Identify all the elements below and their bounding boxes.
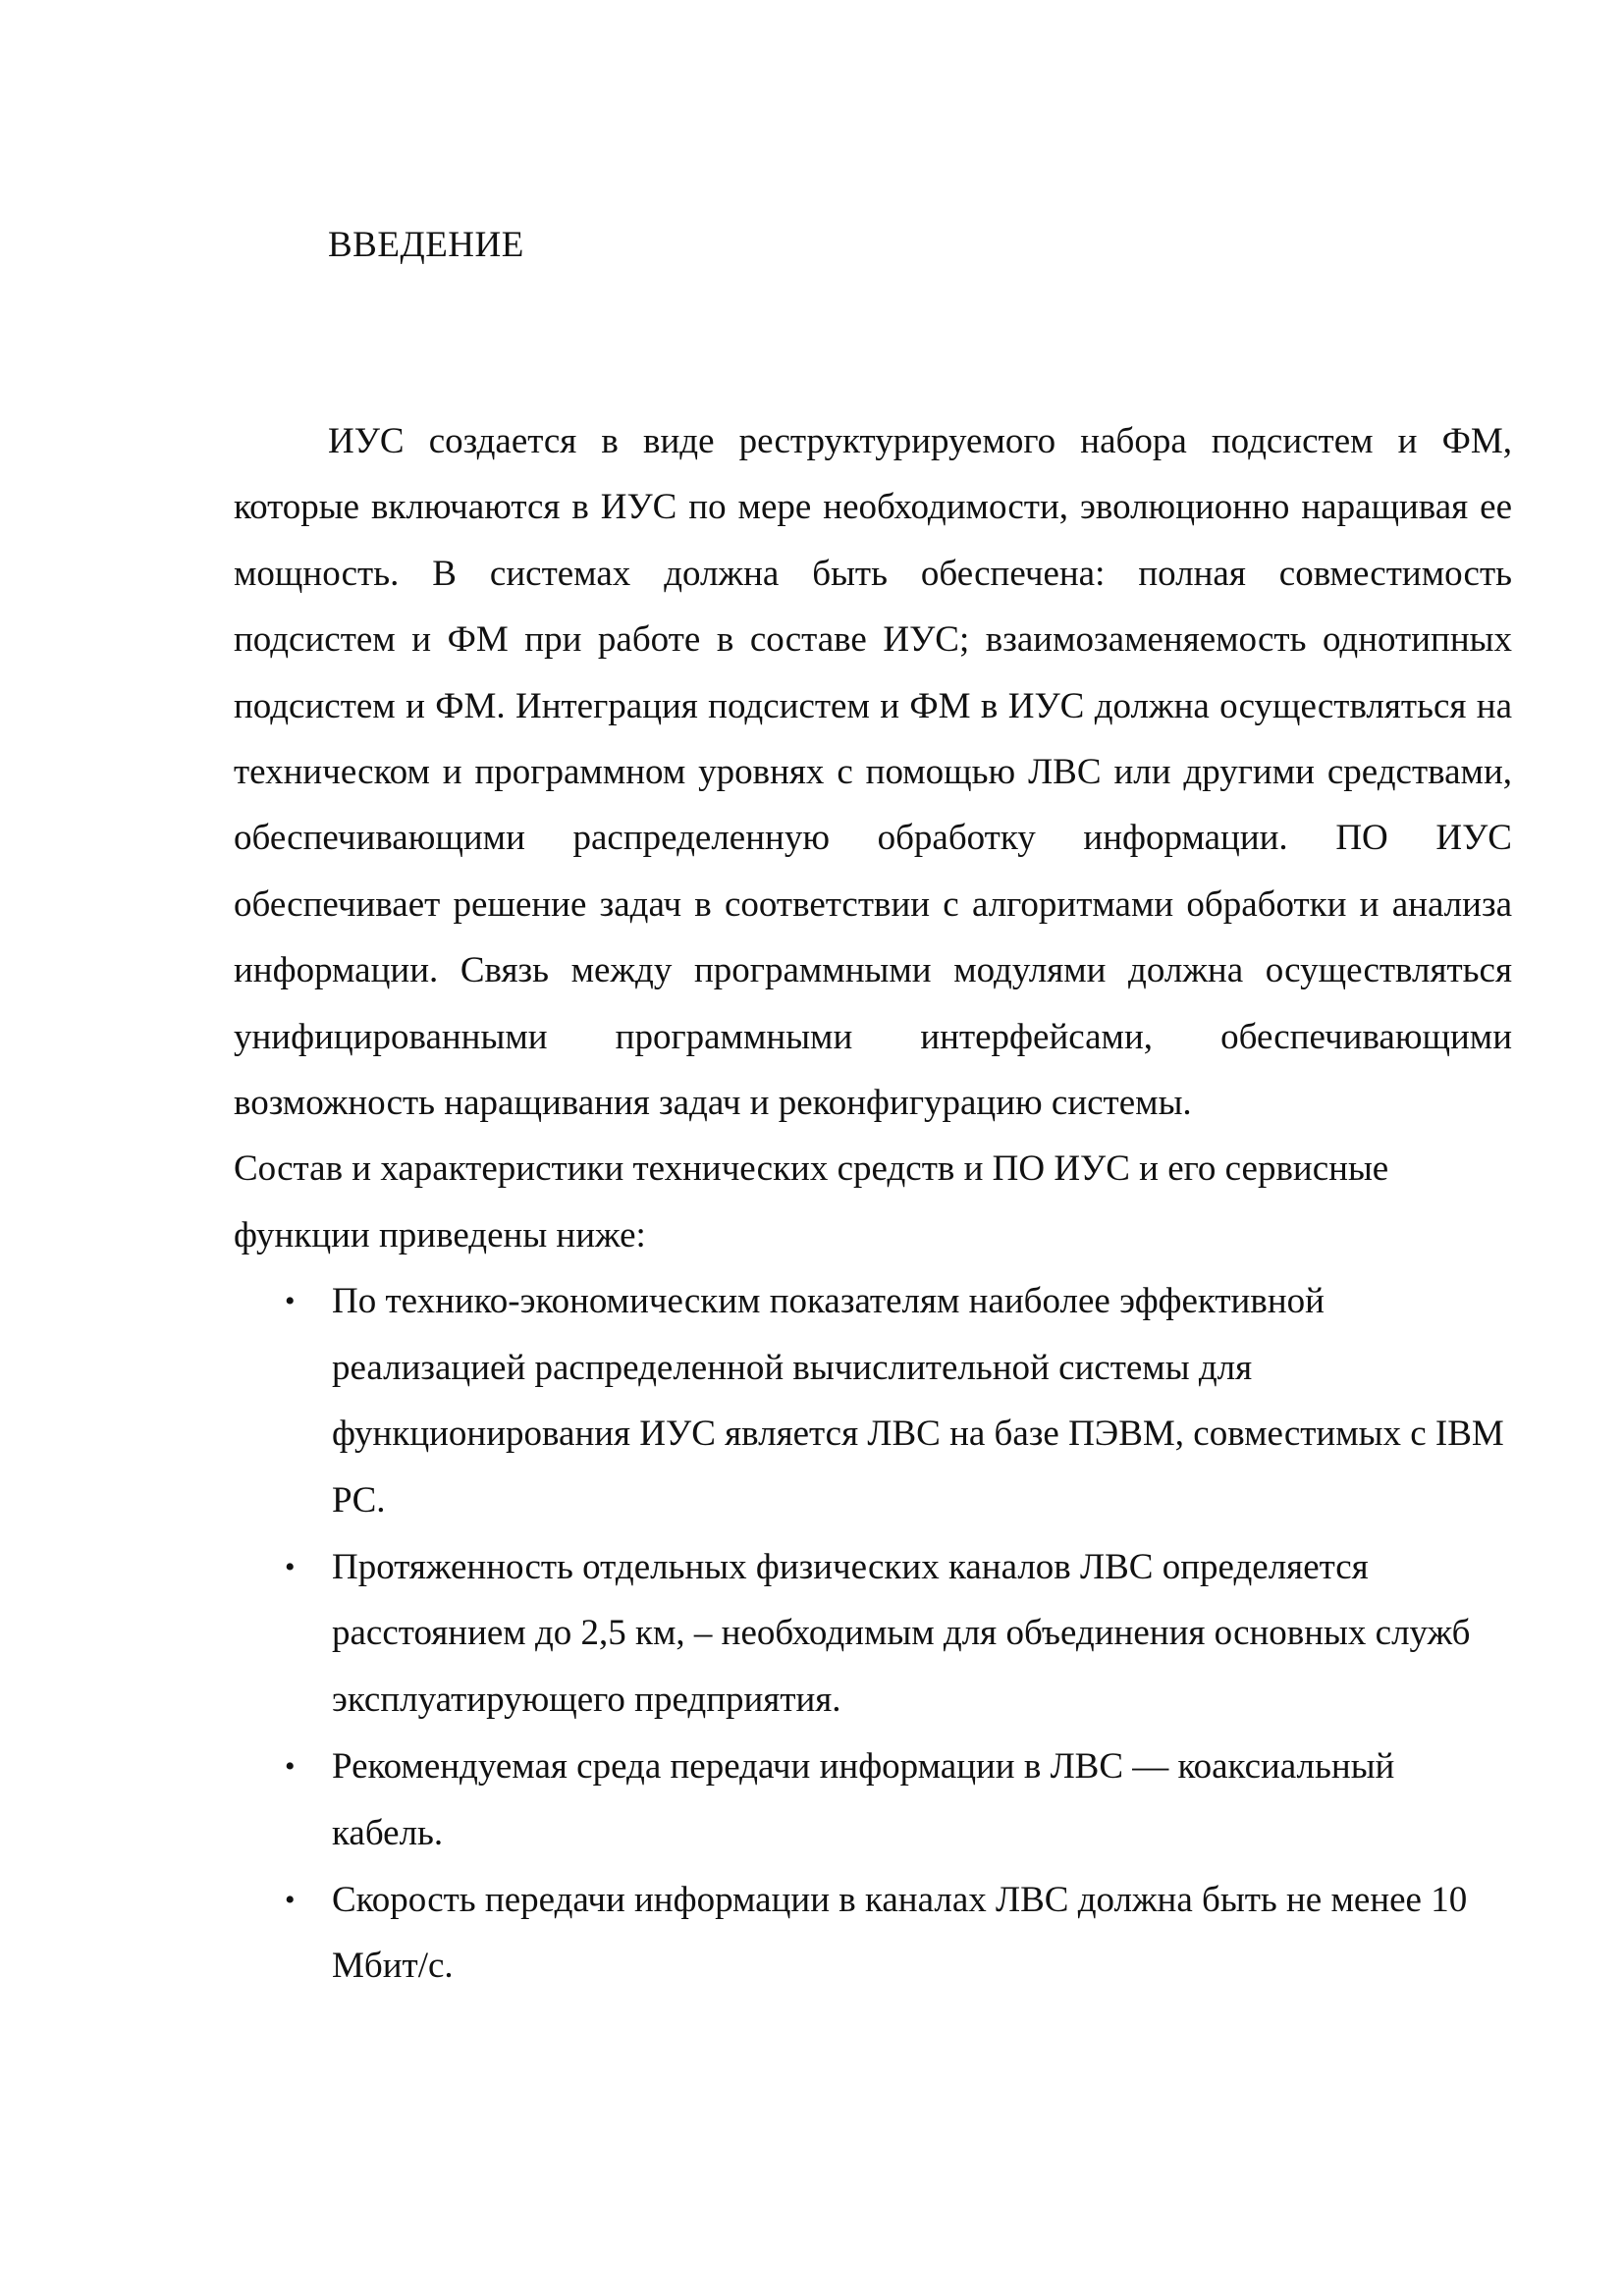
page-title: ВВЕДЕНИЕ [328, 225, 524, 265]
feature-list [234, 1268, 1512, 1999]
main-text [234, 408, 1512, 2001]
bullet-icon: • [285, 1285, 296, 1318]
paragraph-intro: ИУС создается в виде реструктурируемого набора подсистем и ФМ, которые включаются в ИУС по мере необходимости, эволюционно наращивая ее мощность. В системах должна быть обеспечена: полная совместимость подсистем и ФМ при работе в составе ИУС; взаимозаменяемость однотипных подсистем и ФМ. Интеграция подсистем и ФМ в ИУС должна осуществляться на техническом и программном уровнях с помощью ЛВС или другими средствами, обеспечивающими распределенную обработку информации. ПО ИУС обеспечивает решение задач в соответствии с алгоритмами обработки и анализа информации. Связь между программными модулями должна осуществляться унифицированными программными интерфейсами, обеспечивающими возможность наращивания задач и реконфигурацию системы. [234, 421, 1512, 1124]
bullet-icon: • [285, 1550, 296, 1583]
list-item [234, 1534, 1512, 1733]
list-item-text: По технико-экономическим показателям наиболее эффективной реализацией распределенной вычислительной системы для функционирования ИУС является ЛВС на базе ПЭВМ, совместимых с IBM PC. [332, 1281, 1504, 1521]
list-item-text: Протяженность отдельных физических каналов ЛВС определяется расстоянием до 2,5 км, – необходимым для объединения основных служб эксплуатирующего предприятия. [332, 1546, 1471, 1720]
bullet-icon: • [285, 1750, 296, 1784]
list-item-text: Скорость передачи информации в каналах ЛВС должна быть не менее 10 Мбит/с. [332, 1879, 1468, 1987]
list-item [234, 1867, 1512, 2000]
list-item [234, 1268, 1512, 1533]
list-item [234, 1734, 1512, 1866]
paragraph-composition: Состав и характеристики технических средств и ПО ИУС и его сервисные функции приведены ниже: [234, 1148, 1389, 1255]
bullet-icon: • [285, 1883, 296, 1916]
list-item-text: Рекомендуемая среда передачи информации в ЛВС — коаксиальный кабель. [332, 1746, 1395, 1853]
